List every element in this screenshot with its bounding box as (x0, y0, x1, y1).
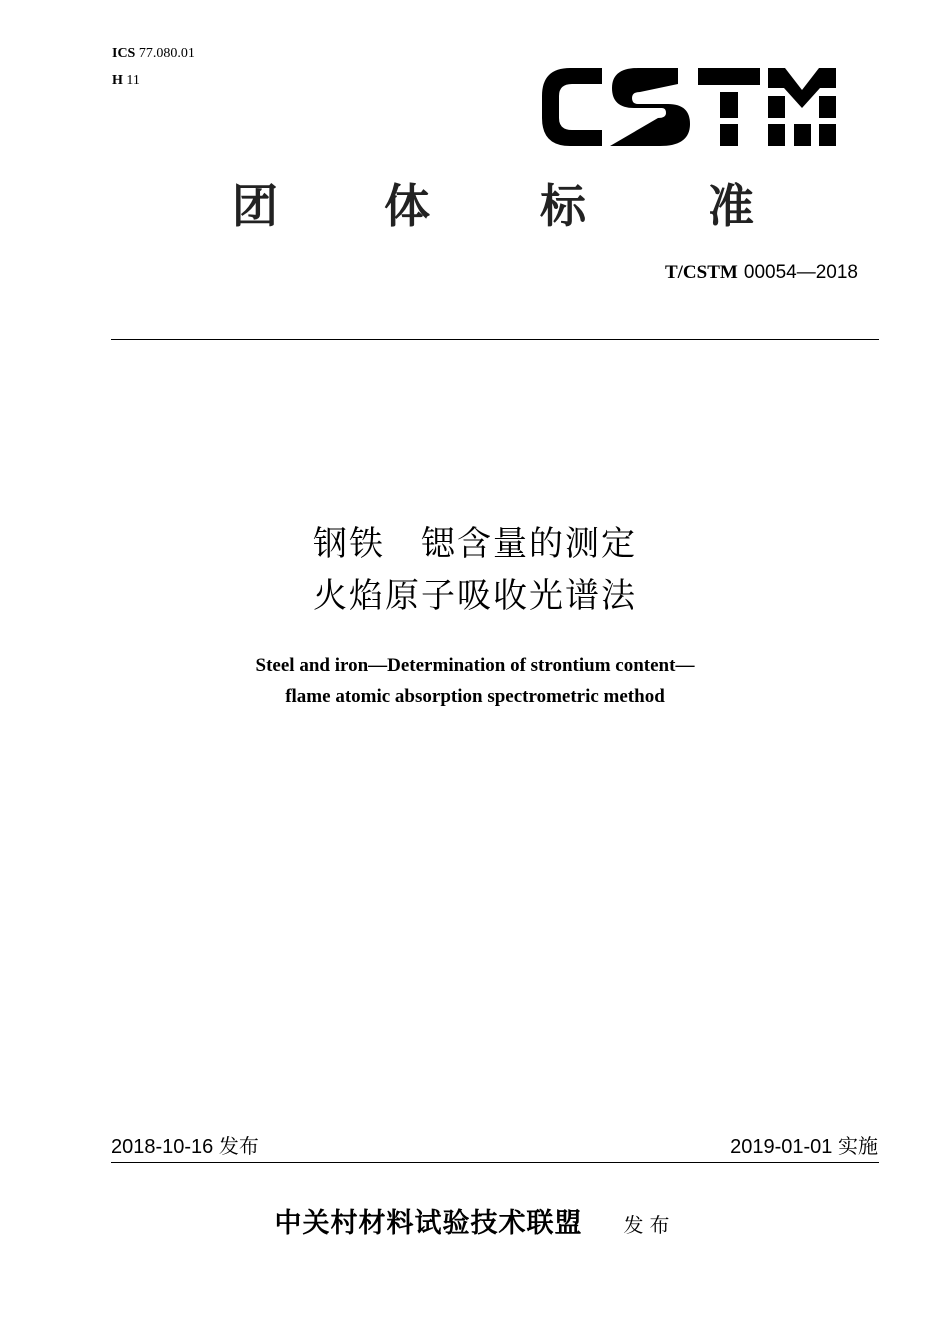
english-title-line-1: Steel and iron—Determination of strontium content— (255, 655, 695, 676)
publish-date: 2018-10-16 发布 (111, 1136, 259, 1158)
standard-number-value: 00054—2018 (743, 262, 858, 283)
standard-type-heading (112, 178, 878, 238)
standard-type-char: 标 (540, 179, 586, 233)
ics-value: 77.080.01 (138, 46, 195, 61)
top-divider (111, 339, 879, 340)
standard-number-prefix: T/CSTM (664, 262, 738, 283)
ccs-label: H (112, 73, 123, 88)
english-title (0, 650, 950, 712)
effective-date: 2019-01-01 实施 (730, 1136, 878, 1158)
publisher-action: 发布 (623, 1213, 676, 1237)
standard-number (665, 260, 858, 285)
ics-label: ICS (112, 46, 136, 61)
cstm-logo (540, 66, 838, 148)
chinese-title-line-1: 钢铁 锶含量的测定 (313, 524, 637, 564)
standard-type-char: 团 (232, 179, 278, 233)
english-title-line-2: flame atomic absorption spectrometric method (285, 686, 665, 707)
standard-type-char: 体 (384, 179, 430, 233)
bottom-divider (111, 1162, 879, 1163)
chinese-title-line-2: 火焰原子吸收光谱法 (313, 576, 637, 616)
ccs-code (112, 73, 140, 89)
ics-code (112, 46, 195, 62)
publisher-line (0, 1204, 950, 1245)
standard-type-char: 准 (708, 179, 754, 233)
publisher-name: 中关村材料试验技术联盟 (274, 1208, 583, 1239)
ccs-value: 11 (126, 73, 140, 88)
chinese-title (0, 518, 950, 622)
